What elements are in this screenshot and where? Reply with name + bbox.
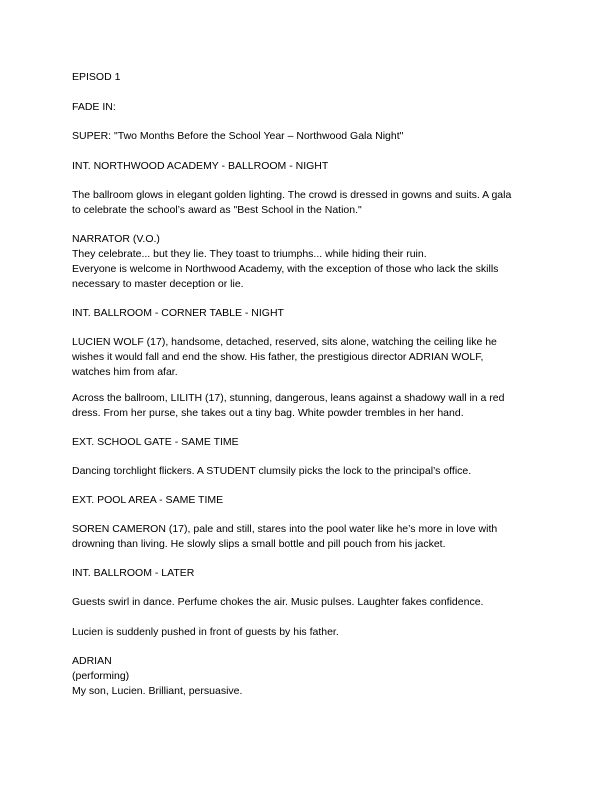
episode-title (72, 70, 542, 85)
scene-heading-4 (72, 493, 542, 508)
character-cue-narrator (72, 232, 542, 247)
action-line: dress. From her purse, she takes out a tiny bag. White powder trembles in her hand. (72, 407, 464, 419)
scene-heading-text: EXT. POOL AREA - SAME TIME (72, 494, 224, 506)
action-paragraph-7 (72, 625, 542, 640)
action-paragraph-5 (72, 522, 542, 552)
character-cue-adrian (72, 654, 542, 699)
action-line: watches him from afar. (72, 366, 178, 378)
character-name: NARRATOR (V.O.) (72, 233, 160, 245)
action-line: to celebrate the school’s award as "Best School in the Nation." (72, 204, 362, 216)
action-paragraph-3 (72, 391, 542, 421)
dialogue-line: necessary to master deception or lie. (72, 278, 244, 290)
scene-heading-text: INT. NORTHWOOD ACADEMY - BALLROOM - NIGHT (72, 160, 329, 172)
dialogue-line: Everyone is welcome in Northwood Academy, with the exception of those who lack the skills (72, 263, 499, 275)
scene-heading-text: EXT. SCHOOL GATE - SAME TIME (72, 436, 239, 448)
super-title (72, 129, 542, 144)
scene-heading-text: INT. BALLROOM - LATER (72, 567, 195, 579)
action-paragraph-2 (72, 335, 542, 380)
scene-heading-1 (72, 159, 542, 174)
dialogue-line: My son, Lucien. Brilliant, persuasive. (72, 685, 243, 697)
action-line: The ballroom glows in elegant golden lighting. The crowd is dressed in gowns and suits. A gala (72, 189, 512, 201)
scene-heading-2 (72, 306, 542, 321)
action-paragraph-4 (72, 464, 542, 479)
parenthetical: (performing) (72, 670, 130, 682)
character-name: ADRIAN (72, 655, 112, 667)
action-line: wishes it would fall and end the show. His father, the prestigious director ADRIAN WOLF, (72, 351, 484, 363)
action-line: LUCIEN WOLF (17), handsome, detached, reserved, sits alone, watching the ceiling like he (72, 336, 497, 348)
dialogue-narrator (72, 247, 542, 292)
action-paragraph-1 (72, 188, 542, 218)
action-line: Lucien is suddenly pushed in front of guests by his father. (72, 626, 339, 638)
scene-heading-3 (72, 435, 542, 450)
action-line: drowning than living. He slowly slips a small bottle and pill pouch from his jacket. (72, 538, 446, 550)
scene-heading-text: INT. BALLROOM - CORNER TABLE - NIGHT (72, 307, 284, 319)
action-paragraph-6 (72, 595, 542, 610)
episode-title-text: EPISOD 1 (72, 71, 121, 83)
action-line: Guests swirl in dance. Perfume chokes the air. Music pulses. Laughter fakes confidence. (72, 596, 484, 608)
scene-heading-5 (72, 566, 542, 581)
dialogue-line: They celebrate... but they lie. They toast to triumphs... while hiding their ruin. (72, 248, 427, 260)
action-line: Dancing torchlight flickers. A STUDENT clumsily picks the lock to the principal’s office. (72, 465, 472, 477)
action-line: SOREN CAMERON (17), pale and still, stares into the pool water like he’s more in love with (72, 523, 498, 535)
transition-fade-in (72, 100, 542, 115)
super-title-text: SUPER: "Two Months Before the School Year – Northwood Gala Night" (72, 130, 404, 142)
fade-in-text: FADE IN: (72, 101, 116, 113)
action-line: Across the ballroom, LILITH (17), stunning, dangerous, leans against a shadowy wall in a red (72, 392, 505, 404)
